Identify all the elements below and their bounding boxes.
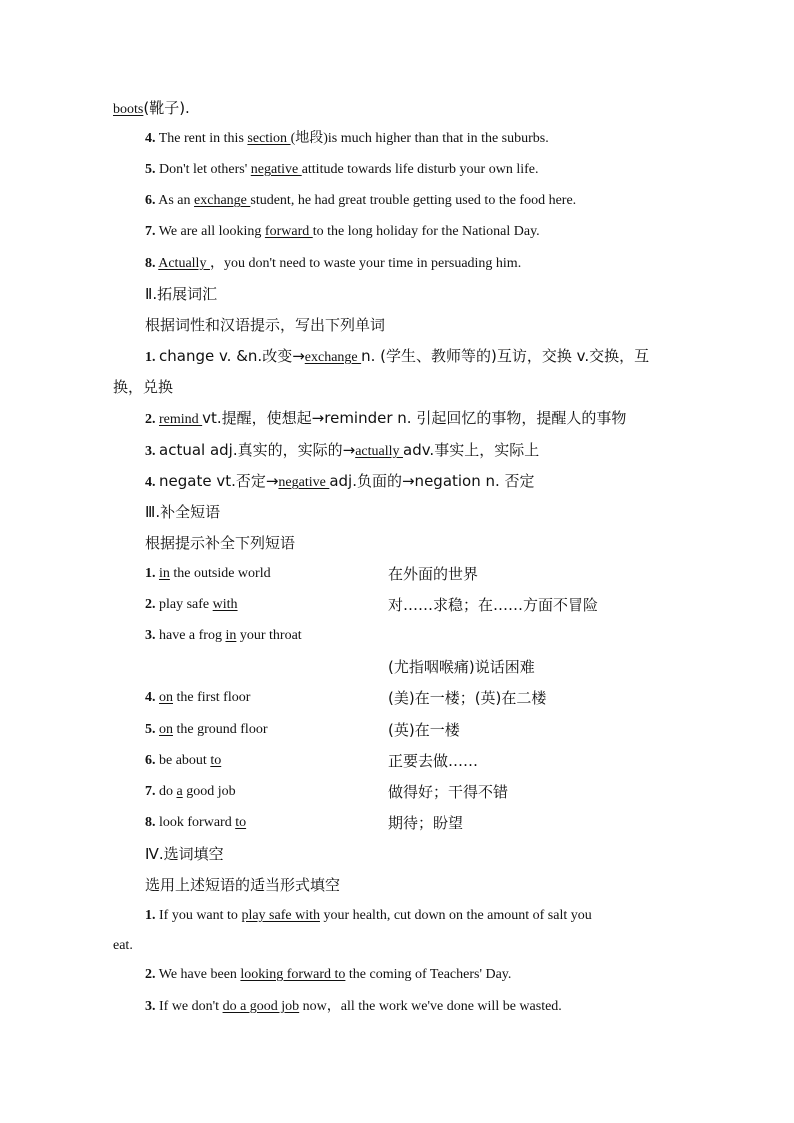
item-number: 3.: [145, 628, 156, 643]
fill-item-2: [145, 965, 511, 985]
item-text: ，you don't need to waste your time in persuading him.: [209, 256, 522, 271]
item-text: actual adj.真实的，实际的→: [159, 441, 356, 459]
item-p1-7: [145, 222, 540, 242]
item-text: If you want to: [159, 908, 242, 923]
section-instruction-4: 选用上述短语的适当形式填空: [145, 876, 341, 894]
item-p2-2: [145, 408, 626, 430]
item-text: have a frog: [159, 628, 226, 643]
item-text: student, he had great trouble getting used to the food here.: [250, 193, 577, 208]
item-p2-4: [145, 471, 535, 493]
phrase-meaning-7: 做得好；干得不错: [388, 783, 509, 801]
item-number: 7.: [145, 224, 156, 239]
item-p2-1: [145, 346, 649, 368]
item-text: your health, cut down on the amount of salt you: [319, 908, 592, 923]
item-answer: with: [212, 597, 238, 612]
phrase-meaning-1: 在外面的世界: [388, 565, 479, 583]
boots-gloss: (靴子).: [143, 99, 190, 117]
item-text: the coming of Teachers' Day.: [345, 967, 512, 982]
item-text: attitude towards life disturb your own life.: [301, 162, 539, 177]
item-number: 1.: [145, 350, 156, 365]
item-text: change v. &n.改变→: [159, 347, 305, 365]
item-answer: exchange: [304, 350, 362, 365]
phrase-item-1: [145, 564, 271, 584]
phrase-item-2: [145, 595, 238, 615]
item-text: adv.事实上，实际上: [403, 441, 540, 459]
item-text: now，all the work we've done will be wasted.: [299, 999, 562, 1014]
item-number: 3.: [145, 999, 156, 1014]
phrase-meaning-2: 对……求稳；在……方面不冒险: [388, 596, 599, 614]
item-number: 6.: [145, 753, 156, 768]
item-answer: in: [225, 628, 237, 643]
item-number: 8.: [145, 815, 156, 830]
section-heading-3: Ⅲ.补全短语: [145, 503, 221, 521]
item-text: the ground floor: [173, 722, 268, 737]
phrase-item-7: [145, 782, 236, 802]
fill-item-1: [145, 906, 592, 926]
item-number: 2.: [145, 412, 156, 427]
item-number: 2.: [145, 597, 156, 612]
item-text: your throat: [236, 628, 302, 643]
item-number: 4.: [145, 475, 156, 490]
item-p2-3: [145, 440, 539, 462]
item-text: n. (学生、教师等的)互访，交换 v.交换，互: [361, 347, 650, 365]
item-text: We have been: [158, 967, 241, 982]
item-p1-5: [145, 160, 538, 180]
item-number: 5.: [145, 722, 156, 737]
item-text: the first floor: [173, 690, 251, 705]
item-answer: play safe with: [241, 908, 320, 923]
item-text: adj.负面的→negation n. 否定: [329, 472, 535, 490]
item-text: the outside world: [169, 566, 271, 581]
item-text: be about: [159, 753, 211, 768]
item-answer: forward: [264, 224, 313, 239]
item-answer: on: [159, 690, 173, 705]
item-text: (地段)is much higher than that in the suburbs.: [290, 131, 549, 146]
item-number: 1.: [145, 566, 156, 581]
item-number: 1.: [145, 908, 156, 923]
item-text: look forward: [159, 815, 236, 830]
item-answer: in: [159, 566, 170, 581]
item-number: 2.: [145, 967, 156, 982]
item-number: 4.: [145, 690, 156, 705]
phrase-meaning-5: (英)在一楼: [388, 721, 460, 739]
item-text: good job: [182, 784, 236, 799]
item-number: 8.: [145, 256, 156, 271]
answer-boots: boots: [113, 102, 144, 117]
fill-item-3: [145, 997, 562, 1017]
item-text: Don't let others': [159, 162, 251, 177]
item-answer: on: [159, 722, 173, 737]
item-text: We are all looking: [158, 224, 265, 239]
section-instruction-3: 根据提示补全下列短语: [145, 534, 296, 552]
item-answer: actually: [355, 444, 403, 459]
phrase-meaning-4: (美)在一楼；(英)在二楼: [388, 689, 547, 707]
item-text: to the long holiday for the National Day.: [312, 224, 540, 239]
item-p1-4: [145, 129, 549, 149]
phrase-meaning-6: 正要去做……: [388, 752, 479, 770]
phrase-meaning-3: (尤指咽喉痛)说话困难: [388, 658, 535, 676]
item-answer: section: [247, 131, 291, 146]
item-text: negate vt.否定→: [159, 472, 279, 490]
item-text: vt.提醒，使想起→reminder n. 引起回忆的事物，提醒人的事物: [202, 409, 627, 427]
section-heading-4: Ⅳ.选词填空: [145, 845, 224, 863]
phrase-item-6: [145, 751, 221, 771]
line-boots: [113, 98, 190, 120]
item-answer: negative: [278, 475, 330, 490]
item-number: 6.: [145, 193, 156, 208]
phrase-item-5: [145, 720, 267, 740]
item-number: 4.: [145, 131, 156, 146]
phrase-meaning-8: 期待；盼望: [388, 814, 464, 832]
item-number: 3.: [145, 444, 156, 459]
section-heading-2: Ⅱ.拓展词汇: [145, 285, 218, 303]
section-instruction-2: 根据词性和汉语提示，写出下列单词: [145, 316, 386, 334]
item-p1-8: [145, 254, 521, 274]
fill-item-1-cont: eat.: [113, 938, 133, 953]
item-answer: to: [235, 815, 247, 830]
item-answer: negative: [250, 162, 302, 177]
item-answer: a: [176, 784, 183, 799]
item-text: play safe: [159, 597, 213, 612]
item-answer: Actually: [158, 256, 210, 271]
phrase-item-3: [145, 626, 302, 646]
item-number: 7.: [145, 784, 156, 799]
item-text: do: [159, 784, 177, 799]
item-number: 5.: [145, 162, 156, 177]
item-text: The rent in this: [158, 131, 248, 146]
item-answer: to: [210, 753, 222, 768]
item-text: If we don't: [159, 999, 223, 1014]
item-answer: looking forward to: [240, 967, 346, 982]
phrase-item-8: [145, 813, 246, 833]
item-p2-1-cont: 换，兑换: [113, 378, 174, 396]
item-answer: do a good job: [222, 999, 300, 1014]
item-answer: exchange: [194, 193, 251, 208]
phrase-item-4: [145, 688, 250, 708]
item-text: As an: [158, 193, 195, 208]
item-answer: remind: [159, 412, 203, 427]
item-p1-6: [145, 191, 576, 211]
